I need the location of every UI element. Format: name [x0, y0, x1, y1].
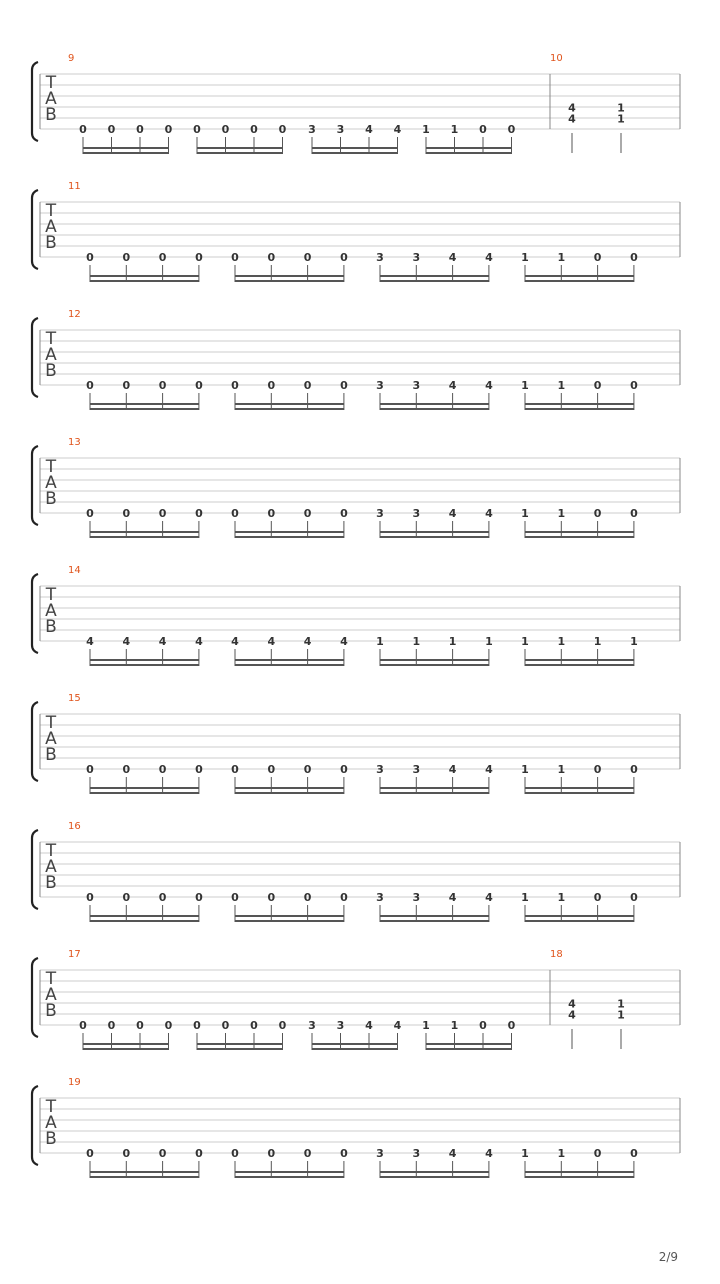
fret-number: 0	[231, 251, 239, 264]
fret-number: 0	[630, 891, 638, 904]
system-bracket	[32, 958, 38, 1037]
fret-number: 1	[521, 635, 529, 648]
fret-number: 0	[303, 1147, 312, 1160]
measure-number: 16	[68, 821, 81, 832]
fret-number: 0	[630, 379, 638, 392]
fret-number: 0	[158, 1147, 167, 1160]
fret-number: 1	[557, 379, 566, 392]
fret-number: 0	[231, 1147, 239, 1160]
tab-clef-letter: B	[45, 1129, 57, 1149]
fret-number: 0	[278, 1019, 287, 1032]
fret-number: 0	[195, 1147, 203, 1160]
fret-number: 1	[617, 1008, 625, 1022]
fret-number: 0	[86, 379, 94, 392]
fret-number: 0	[122, 1147, 131, 1160]
tab-clef-letter: T	[45, 73, 57, 93]
fret-number: 4	[448, 251, 457, 264]
fret-number: 3	[412, 763, 421, 776]
measure-number: 19	[68, 1077, 81, 1088]
fret-number: 0	[158, 507, 167, 520]
tab-clef-letter: A	[45, 857, 57, 877]
fret-number: 0	[231, 379, 239, 392]
tab-clef-letter: T	[45, 585, 57, 605]
fret-number: 0	[303, 763, 312, 776]
system-bracket	[32, 702, 38, 781]
tab-clef-letter: A	[45, 217, 57, 237]
fret-number: 1	[593, 635, 602, 648]
fret-number: 1	[521, 379, 529, 392]
tab-clef-letter: B	[45, 873, 57, 893]
fret-number: 0	[193, 123, 201, 136]
fret-number: 4	[485, 891, 493, 904]
fret-number: 4	[448, 507, 457, 520]
fret-number: 4	[393, 123, 402, 136]
fret-number: 4	[195, 635, 203, 648]
fret-number: 0	[231, 891, 239, 904]
tab-clef-letter: T	[45, 201, 57, 221]
measure-number: 11	[68, 181, 81, 192]
fret-number: 0	[107, 123, 116, 136]
fret-number: 0	[158, 891, 167, 904]
fret-number: 0	[86, 507, 94, 520]
fret-number: 4	[303, 635, 312, 648]
tab-clef-letter: A	[45, 473, 57, 493]
tab-clef-letter: T	[45, 969, 57, 989]
fret-number: 4	[231, 635, 239, 648]
tab-system	[32, 309, 680, 410]
measure-number: 9	[68, 53, 75, 64]
tab-clef-letter: A	[45, 1113, 57, 1133]
tab-system	[32, 53, 680, 154]
fret-number: 0	[195, 763, 203, 776]
tab-clef-letter: T	[45, 713, 57, 733]
tab-system	[32, 1077, 680, 1178]
fret-number: 4	[485, 379, 493, 392]
fret-number: 0	[593, 763, 602, 776]
fret-number: 0	[86, 251, 94, 264]
fret-number: 0	[136, 123, 144, 136]
fret-number: 0	[231, 763, 239, 776]
fret-number: 0	[86, 763, 94, 776]
fret-number: 0	[340, 507, 348, 520]
fret-number: 1	[376, 635, 384, 648]
tab-clef-letter: B	[45, 105, 57, 125]
fret-number: 0	[593, 507, 602, 520]
fret-number: 4	[340, 635, 348, 648]
fret-number: 4	[365, 1019, 373, 1032]
tab-clef-letter: A	[45, 601, 57, 621]
fret-number: 0	[195, 379, 203, 392]
tab-clef-letter: A	[45, 89, 57, 109]
tab-system	[32, 565, 680, 666]
measure-number: 14	[68, 565, 81, 576]
system-bracket	[32, 318, 38, 397]
fret-number: 4	[568, 1008, 576, 1022]
fret-number: 0	[593, 379, 602, 392]
tab-clef-letter: A	[45, 729, 57, 749]
measure-number: 13	[68, 437, 81, 448]
tab-clef-letter: B	[45, 745, 57, 765]
fret-number: 1	[557, 251, 566, 264]
fret-number: 0	[267, 251, 276, 264]
fret-number: 1	[521, 891, 529, 904]
fret-number: 0	[303, 891, 312, 904]
tab-clef-letter: B	[45, 361, 57, 381]
fret-number: 1	[448, 635, 457, 648]
tab-clef-letter: T	[45, 841, 57, 861]
tab-system	[32, 181, 680, 282]
fret-number: 0	[630, 251, 638, 264]
fret-number: 1	[450, 123, 459, 136]
fret-number: 0	[340, 251, 348, 264]
fret-number: 0	[267, 763, 276, 776]
fret-number: 3	[412, 507, 421, 520]
fret-number: 0	[507, 123, 516, 136]
fret-number: 4	[267, 635, 276, 648]
fret-number: 0	[221, 1019, 230, 1032]
fret-number: 0	[303, 379, 312, 392]
tab-clef-letter: A	[45, 345, 57, 365]
fret-number: 0	[303, 507, 312, 520]
tab-clef-letter: B	[45, 617, 57, 637]
fret-number: 0	[158, 251, 167, 264]
fret-number: 0	[593, 251, 602, 264]
fret-number: 4	[485, 763, 493, 776]
system-bracket	[32, 1086, 38, 1165]
fret-number: 3	[412, 891, 421, 904]
fret-number: 0	[231, 507, 239, 520]
tab-system	[32, 693, 680, 794]
fret-number: 0	[267, 1147, 276, 1160]
fret-number: 0	[479, 1019, 487, 1032]
fret-number: 1	[450, 1019, 459, 1032]
fret-number: 1	[521, 1147, 529, 1160]
fret-number: 4	[158, 635, 167, 648]
system-bracket	[32, 446, 38, 525]
fret-number: 1	[422, 1019, 430, 1032]
fret-number: 0	[267, 379, 276, 392]
fret-number: 0	[79, 1019, 87, 1032]
fret-number: 4	[448, 763, 457, 776]
fret-number: 0	[340, 379, 348, 392]
fret-number: 0	[122, 891, 131, 904]
tab-clef-letter: A	[45, 985, 57, 1005]
fret-number: 4	[365, 123, 373, 136]
fret-number: 0	[122, 251, 131, 264]
fret-number: 1	[630, 635, 638, 648]
fret-number: 3	[412, 379, 421, 392]
system-bracket	[32, 830, 38, 909]
fret-number: 3	[336, 1019, 345, 1032]
fret-number: 0	[136, 1019, 144, 1032]
fret-number: 0	[193, 1019, 201, 1032]
fret-number: 0	[630, 507, 638, 520]
fret-number: 1	[412, 635, 421, 648]
fret-number: 1	[557, 507, 566, 520]
tab-system	[32, 437, 680, 538]
system-bracket	[32, 62, 38, 141]
tab-clef-letter: B	[45, 1001, 57, 1021]
fret-number: 0	[303, 251, 312, 264]
fret-number: 0	[122, 379, 131, 392]
system-bracket	[32, 574, 38, 653]
fret-number: 4	[568, 101, 576, 115]
measure-number: 12	[68, 309, 81, 320]
fret-number: 3	[336, 123, 345, 136]
tab-clef-letter: B	[45, 233, 57, 253]
fret-number: 1	[557, 1147, 566, 1160]
fret-number: 0	[250, 1019, 258, 1032]
fret-number: 1	[485, 635, 493, 648]
measure-number: 18	[550, 949, 563, 960]
fret-number: 3	[308, 123, 316, 136]
fret-number: 3	[376, 379, 384, 392]
fret-number: 4	[485, 1147, 493, 1160]
fret-number: 4	[448, 379, 457, 392]
page-number: 2/9	[658, 1250, 678, 1264]
fret-number: 4	[485, 507, 493, 520]
fret-number: 3	[412, 251, 421, 264]
fret-number: 3	[376, 891, 384, 904]
fret-number: 0	[593, 891, 602, 904]
fret-number: 4	[86, 635, 94, 648]
fret-number: 3	[376, 1147, 384, 1160]
fret-number: 4	[448, 1147, 457, 1160]
measure-number: 17	[68, 949, 81, 960]
fret-number: 0	[340, 763, 348, 776]
tab-clef-letter: T	[45, 1097, 57, 1117]
fret-number: 0	[195, 507, 203, 520]
fret-number: 0	[122, 763, 131, 776]
fret-number: 0	[164, 123, 173, 136]
fret-number: 0	[195, 891, 203, 904]
fret-number: 0	[267, 507, 276, 520]
fret-number: 0	[158, 763, 167, 776]
fret-number: 1	[617, 997, 625, 1011]
fret-number: 4	[568, 997, 576, 1011]
fret-number: 0	[107, 1019, 116, 1032]
fret-number: 0	[507, 1019, 516, 1032]
tab-system	[32, 949, 680, 1050]
fret-number: 0	[122, 507, 131, 520]
fret-number: 0	[340, 1147, 348, 1160]
tab-system	[32, 821, 680, 922]
system-bracket	[32, 190, 38, 269]
fret-number: 0	[158, 379, 167, 392]
fret-number: 0	[479, 123, 487, 136]
fret-number: 3	[376, 251, 384, 264]
fret-number: 0	[267, 891, 276, 904]
measure-number: 15	[68, 693, 81, 704]
tab-clef-letter: T	[45, 457, 57, 477]
fret-number: 1	[617, 101, 625, 115]
fret-number: 1	[557, 635, 566, 648]
fret-number: 3	[376, 507, 384, 520]
fret-number: 0	[86, 1147, 94, 1160]
fret-number: 0	[340, 891, 348, 904]
fret-number: 0	[250, 123, 258, 136]
fret-number: 0	[79, 123, 87, 136]
fret-number: 0	[593, 1147, 602, 1160]
fret-number: 3	[308, 1019, 316, 1032]
fret-number: 0	[195, 251, 203, 264]
fret-number: 0	[630, 763, 638, 776]
fret-number: 4	[568, 112, 576, 126]
fret-number: 1	[557, 763, 566, 776]
tab-clef-letter: B	[45, 489, 57, 509]
fret-number: 3	[376, 763, 384, 776]
fret-number: 0	[221, 123, 230, 136]
fret-number: 0	[86, 891, 94, 904]
fret-number: 1	[521, 763, 529, 776]
fret-number: 0	[164, 1019, 173, 1032]
fret-number: 1	[422, 123, 430, 136]
fret-number: 1	[617, 112, 625, 126]
fret-number: 4	[448, 891, 457, 904]
fret-number: 3	[412, 1147, 421, 1160]
fret-number: 4	[393, 1019, 402, 1032]
tab-clef-letter: T	[45, 329, 57, 349]
fret-number: 1	[521, 507, 529, 520]
fret-number: 1	[521, 251, 529, 264]
fret-number: 4	[122, 635, 131, 648]
fret-number: 0	[630, 1147, 638, 1160]
fret-number: 1	[557, 891, 566, 904]
measure-number: 10	[550, 53, 563, 64]
fret-number: 0	[278, 123, 287, 136]
fret-number: 4	[485, 251, 493, 264]
